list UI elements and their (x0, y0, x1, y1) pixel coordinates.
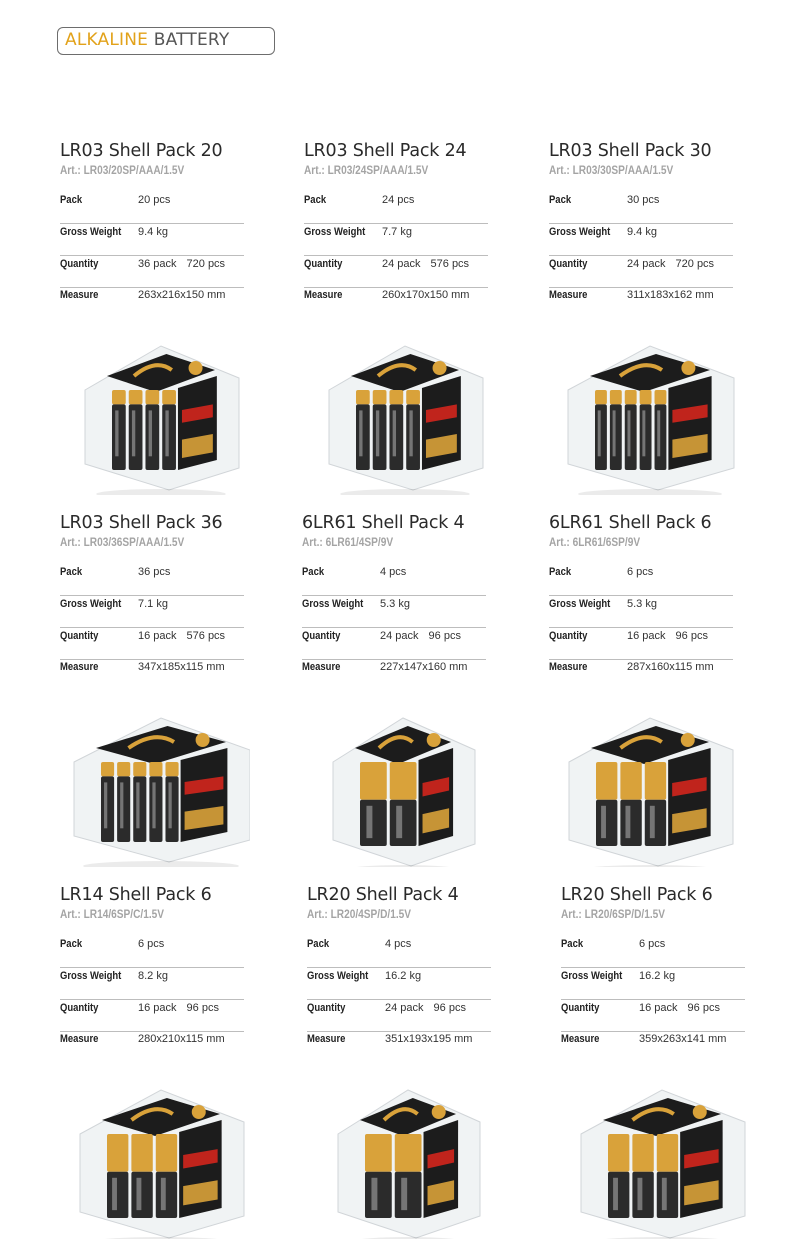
spec-measure-label: Measure (60, 289, 99, 301)
product-title: LR03 Shell Pack 20 (60, 141, 223, 161)
spec-pack-value-text: 20 pcs (138, 194, 171, 206)
spec-quantity-row (60, 258, 244, 288)
spec-measure-row (60, 289, 244, 319)
spec-measure-value (138, 661, 225, 673)
spec-measure-value-text: 227x147x160 mm (380, 661, 468, 673)
quantity-pack: 24 pack (380, 630, 419, 642)
quantity-pcs: 96 pcs (433, 1002, 466, 1014)
product-card (561, 884, 751, 1045)
quantity-pack: 16 pack (138, 1002, 177, 1014)
spec-pack-value (138, 194, 170, 206)
spec-pack-value (627, 194, 659, 206)
product-article: Art.: LR14/6SP/C/1.5V (60, 909, 165, 921)
row-divider (304, 255, 488, 256)
spec-measure-value (627, 289, 714, 301)
spec-quantity-label: Quantity (302, 630, 341, 642)
row-divider (549, 287, 733, 288)
row-divider (304, 287, 488, 288)
spec-gross-weight-row (304, 226, 488, 256)
spec-measure-value (382, 289, 469, 301)
spec-measure-value (385, 1033, 472, 1045)
product-article: Art.: 6LR61/6SP/9V (549, 537, 641, 549)
spec-gross-weight-row (302, 598, 486, 628)
spec-measure-value (639, 1033, 726, 1045)
row-divider (60, 967, 244, 968)
product-title: LR20 Shell Pack 6 (561, 885, 713, 905)
spec-pack-row (307, 938, 491, 968)
spec-quantity-row (60, 630, 244, 660)
badge-battery: BATTERY (153, 30, 230, 50)
product-card (549, 512, 739, 673)
quantity-pack: 36 pack (138, 258, 177, 270)
row-divider (60, 223, 244, 224)
row-divider (60, 999, 244, 1000)
spec-pack-label: Pack (549, 194, 572, 206)
spec-pack-value-text: 6 pcs (627, 566, 654, 578)
spec-pack-row (549, 566, 733, 596)
spec-gross-weight-row (307, 970, 491, 1000)
spec-pack-label: Pack (304, 194, 327, 206)
spec-pack-label: Pack (561, 938, 584, 950)
spec-quantity-row (561, 1002, 745, 1032)
product-card (549, 140, 739, 301)
spec-pack-label: Pack (302, 566, 325, 578)
spec-pack-value-text: 6 pcs (138, 938, 165, 950)
spec-pack-label: Pack (60, 938, 83, 950)
spec-pack-row (60, 566, 244, 596)
product-title: LR20 Shell Pack 4 (307, 885, 459, 905)
spec-gross-weight-row (549, 598, 733, 628)
spec-measure-value-text: 311x183x162 mm (627, 289, 714, 301)
spec-measure-value (380, 661, 467, 673)
spec-gross-weight-value (627, 598, 657, 610)
spec-measure-row (302, 661, 486, 691)
row-divider (549, 595, 733, 596)
spec-quantity-value (385, 1002, 466, 1014)
quantity-pack: 24 pack (385, 1002, 424, 1014)
spec-gross-weight-label: Gross Weight (549, 598, 611, 610)
row-divider (60, 627, 244, 628)
spec-quantity-label: Quantity (60, 630, 99, 642)
quantity-pcs: 96 pcs (428, 630, 461, 642)
spec-pack-value (138, 938, 164, 950)
spec-gross-weight-label: Gross Weight (549, 226, 611, 238)
spec-pack-value (385, 938, 411, 950)
spec-gross-weight-row (549, 226, 733, 256)
spec-pack-row (561, 938, 745, 968)
product-title: 6LR61 Shell Pack 6 (549, 513, 712, 533)
spec-quantity-label: Quantity (549, 630, 588, 642)
product-title: LR03 Shell Pack 24 (304, 141, 467, 161)
row-divider (307, 999, 491, 1000)
spec-gross-weight-label: Gross Weight (302, 598, 364, 610)
quantity-pcs: 720 pcs (186, 258, 226, 270)
spec-measure-label: Measure (549, 661, 588, 673)
spec-gross-weight-value-text: 16.2 kg (639, 970, 676, 982)
spec-measure-value (138, 1033, 225, 1045)
spec-gross-weight-value (627, 226, 657, 238)
spec-gross-weight-value-text: 5.3 kg (627, 598, 657, 610)
product-article: Art.: LR03/24SP/AAA/1.5V (304, 165, 429, 177)
product-card (60, 512, 250, 673)
spec-quantity-value (138, 630, 225, 642)
spec-pack-label: Pack (549, 566, 572, 578)
spec-measure-row (307, 1033, 491, 1063)
row-divider (549, 255, 733, 256)
spec-measure-label: Measure (561, 1033, 600, 1045)
spec-quantity-row (304, 258, 488, 288)
product-image (561, 1064, 751, 1239)
row-divider (307, 967, 491, 968)
spec-measure-value-text: 287x160x115 mm (627, 661, 714, 673)
spec-gross-weight-value (385, 970, 421, 982)
spec-quantity-label: Quantity (304, 258, 343, 270)
product-card (60, 140, 250, 301)
spec-pack-label: Pack (60, 194, 83, 206)
spec-pack-value-text: 4 pcs (385, 938, 412, 950)
spec-quantity-value (382, 258, 469, 270)
spec-gross-weight-row (60, 970, 244, 1000)
spec-gross-weight-value (138, 970, 168, 982)
row-divider (60, 595, 244, 596)
spec-pack-value-text: 36 pcs (138, 566, 171, 578)
spec-gross-weight-value-text: 9.4 kg (138, 226, 168, 238)
row-divider (307, 1031, 491, 1032)
product-title: 6LR61 Shell Pack 4 (302, 513, 465, 533)
spec-gross-weight-value-text: 8.2 kg (138, 970, 168, 982)
product-title: LR03 Shell Pack 36 (60, 513, 223, 533)
spec-measure-value-text: 263x216x150 mm (138, 289, 226, 301)
quantity-pcs: 576 pcs (186, 630, 226, 642)
row-divider (561, 999, 745, 1000)
spec-pack-row (60, 938, 244, 968)
spec-pack-value-text: 24 pcs (382, 194, 415, 206)
spec-gross-weight-value-text: 7.7 kg (382, 226, 412, 238)
spec-quantity-value (138, 258, 225, 270)
quantity-pcs: 96 pcs (675, 630, 708, 642)
spec-measure-label: Measure (302, 661, 341, 673)
spec-pack-label: Pack (307, 938, 330, 950)
spec-gross-weight-value-text: 5.3 kg (380, 598, 410, 610)
product-article: Art.: LR03/36SP/AAA/1.5V (60, 537, 185, 549)
spec-gross-weight-value (380, 598, 410, 610)
spec-quantity-row (60, 1002, 244, 1032)
product-image (304, 320, 494, 495)
product-image (60, 1064, 250, 1239)
spec-gross-weight-row (561, 970, 745, 1000)
spec-measure-value-text: 260x170x150 mm (382, 289, 470, 301)
spec-measure-row (60, 1033, 244, 1063)
spec-gross-weight-label: Gross Weight (60, 598, 122, 610)
row-divider (549, 223, 733, 224)
badge-alkaline: ALKALINE (65, 30, 149, 50)
row-divider (549, 627, 733, 628)
spec-quantity-row (307, 1002, 491, 1032)
spec-pack-value-text: 30 pcs (627, 194, 660, 206)
spec-gross-weight-value-text: 9.4 kg (627, 226, 657, 238)
spec-measure-row (561, 1033, 745, 1063)
spec-quantity-row (302, 630, 486, 660)
product-article: Art.: LR03/20SP/AAA/1.5V (60, 165, 185, 177)
quantity-pack: 16 pack (627, 630, 666, 642)
product-article: Art.: LR20/4SP/D/1.5V (307, 909, 412, 921)
spec-measure-row (60, 661, 244, 691)
spec-quantity-row (549, 630, 733, 660)
spec-gross-weight-row (60, 226, 244, 256)
row-divider (60, 1031, 244, 1032)
product-card (60, 884, 250, 1045)
row-divider (304, 223, 488, 224)
spec-measure-label: Measure (549, 289, 588, 301)
spec-pack-value (138, 566, 170, 578)
spec-measure-label: Measure (60, 661, 99, 673)
quantity-pack: 16 pack (138, 630, 177, 642)
row-divider (60, 659, 244, 660)
spec-measure-value-text: 280x210x115 mm (138, 1033, 225, 1045)
spec-quantity-label: Quantity (561, 1002, 600, 1014)
spec-gross-weight-label: Gross Weight (60, 226, 122, 238)
spec-gross-weight-label: Gross Weight (60, 970, 122, 982)
spec-quantity-value (627, 630, 708, 642)
row-divider (60, 255, 244, 256)
spec-gross-weight-value-text: 16.2 kg (385, 970, 422, 982)
row-divider (60, 287, 244, 288)
spec-pack-row (60, 194, 244, 224)
spec-gross-weight-value-text: 7.1 kg (138, 598, 168, 610)
row-divider (561, 967, 745, 968)
spec-gross-weight-label: Gross Weight (304, 226, 366, 238)
spec-gross-weight-value (138, 226, 168, 238)
spec-pack-value (380, 566, 406, 578)
spec-quantity-row (549, 258, 733, 288)
spec-quantity-value (639, 1002, 720, 1014)
spec-quantity-value (138, 1002, 219, 1014)
spec-gross-weight-label: Gross Weight (307, 970, 369, 982)
quantity-pcs: 576 pcs (430, 258, 470, 270)
spec-measure-row (304, 289, 488, 319)
spec-measure-value (138, 289, 225, 301)
row-divider (549, 659, 733, 660)
product-image (60, 692, 250, 867)
spec-measure-row (549, 289, 733, 319)
product-image (549, 320, 739, 495)
spec-measure-value-text: 351x193x195 mm (385, 1033, 473, 1045)
product-title: LR14 Shell Pack 6 (60, 885, 212, 905)
spec-gross-weight-label: Gross Weight (561, 970, 623, 982)
product-card (307, 884, 497, 1045)
quantity-pack: 16 pack (639, 1002, 678, 1014)
spec-quantity-label: Quantity (60, 1002, 99, 1014)
spec-pack-value (382, 194, 414, 206)
product-article: Art.: 6LR61/4SP/9V (302, 537, 394, 549)
product-article: Art.: LR20/6SP/D/1.5V (561, 909, 666, 921)
product-title: LR03 Shell Pack 30 (549, 141, 712, 161)
product-card (302, 512, 492, 673)
spec-pack-value-text: 4 pcs (380, 566, 407, 578)
quantity-pack: 24 pack (382, 258, 421, 270)
spec-measure-value-text: 359x263x141 mm (639, 1033, 727, 1045)
spec-measure-value (627, 661, 714, 673)
row-divider (302, 627, 486, 628)
quantity-pcs: 96 pcs (687, 1002, 720, 1014)
spec-measure-label: Measure (60, 1033, 99, 1045)
spec-pack-value (639, 938, 665, 950)
spec-pack-value-text: 6 pcs (639, 938, 666, 950)
spec-pack-row (549, 194, 733, 224)
spec-quantity-value (380, 630, 461, 642)
spec-measure-label: Measure (307, 1033, 346, 1045)
product-article: Art.: LR03/30SP/AAA/1.5V (549, 165, 674, 177)
product-image (307, 1064, 497, 1239)
product-card (304, 140, 494, 301)
spec-quantity-value (627, 258, 714, 270)
product-image (60, 320, 250, 495)
spec-gross-weight-value (382, 226, 412, 238)
spec-gross-weight-row (60, 598, 244, 628)
spec-quantity-label: Quantity (307, 1002, 346, 1014)
product-image (549, 692, 739, 867)
product-image (302, 692, 492, 867)
spec-gross-weight-value (639, 970, 675, 982)
spec-gross-weight-value (138, 598, 168, 610)
row-divider (302, 595, 486, 596)
section-badge (57, 27, 275, 55)
spec-measure-value-text: 347x185x115 mm (138, 661, 225, 673)
quantity-pack: 24 pack (627, 258, 666, 270)
quantity-pcs: 96 pcs (186, 1002, 219, 1014)
spec-pack-row (304, 194, 488, 224)
row-divider (302, 659, 486, 660)
spec-pack-row (302, 566, 486, 596)
row-divider (561, 1031, 745, 1032)
spec-measure-label: Measure (304, 289, 343, 301)
spec-quantity-label: Quantity (60, 258, 99, 270)
spec-measure-row (549, 661, 733, 691)
spec-pack-value (627, 566, 653, 578)
quantity-pcs: 720 pcs (675, 258, 715, 270)
spec-pack-label: Pack (60, 566, 83, 578)
spec-quantity-label: Quantity (549, 258, 588, 270)
